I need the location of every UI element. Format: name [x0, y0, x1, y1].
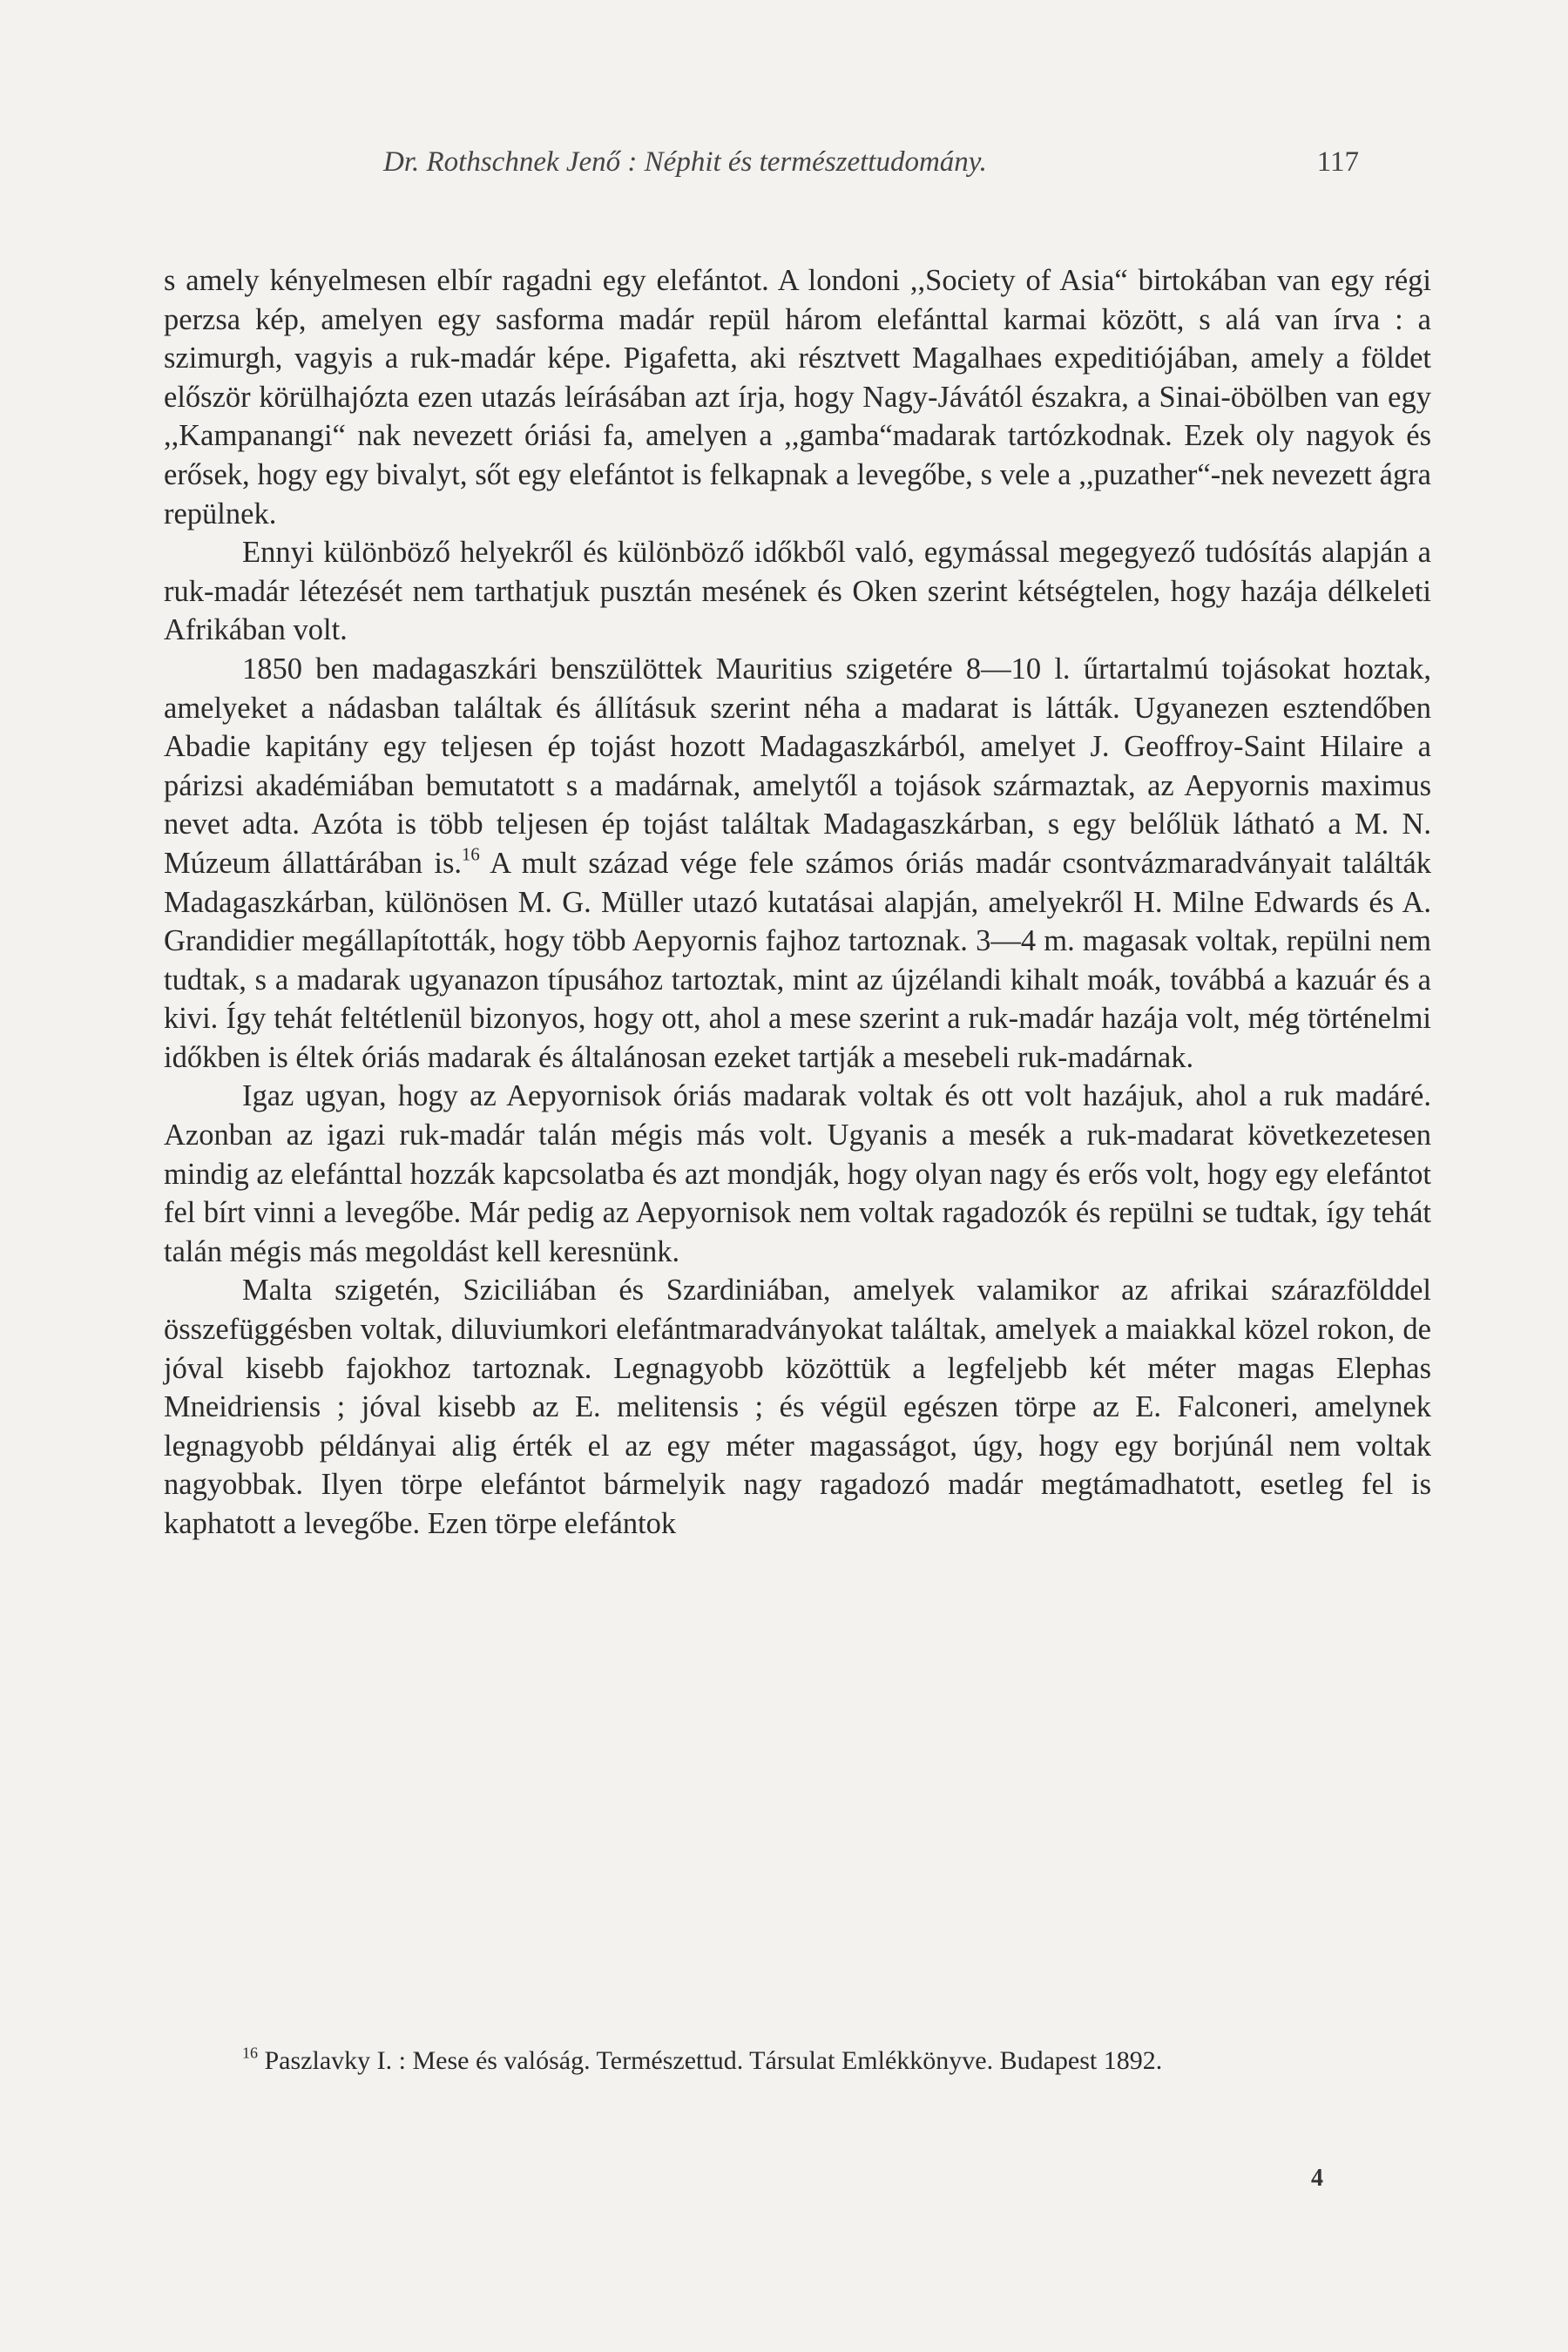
- paragraph-text: 1850 ben madagaszkári benszülöttek Mauritius szigetére 8—10 l. űrtartalmú tojásokat hoztak, amelyeket a nádasban találtak és állításuk szerint néha a madarat is látták. Ugyanezen esztendőben Abadie kapitány egy teljesen ép tojást hozott Madagaszkárból, amelyet J. Geoffroy-Saint Hilaire a párizsi akadémiában bemutatott s a madárnak, amelytől a tojások származtak, az Aepyornis maximus nevet adta. Azóta is több teljesen ép tojást találtak Madagaszkárban, s egy belőlük látható a M. N. Múzeum állattárában is.: [164, 652, 1431, 880]
- footnote-entry: [164, 2044, 1431, 2078]
- paragraph: Ennyi különböző helyekről és különböző időkből való, egymással megegyező tudósítás alapján a ruk-madár létezését nem tarthatjuk pusztán mesének és Oken szerint kétségtelen, hogy hazája délkeleti Afrikában volt.: [164, 536, 1431, 647]
- running-header: [383, 146, 1359, 190]
- footnote-text: Paszlavky I. : Mese és valóság. Természettud. Társulat Emlékkönyve. Budapest 1892.: [258, 2046, 1163, 2075]
- body-text: [164, 261, 1431, 1544]
- paragraph-text: A mult század vége fele számos óriás madár csontvázmaradványait találták Madagaszkárban, különösen M. G. Müller utazó kutatásai alapján, amelyekről H. Milne Edwards és A. Grandidier megállapították, hogy több Aepyornis fajhoz tartoznak. 3—4 m. magasak voltak, repülni nem tudtak, s a madarak ugyanazon típusához tartoztak, mint az újzélandi kihalt moák, továbbá a kazuár és a kivi. Így tehát feltétlenül bizonyos, hogy ott, ahol a mese szerint a ruk-madár hazája volt, még történelmi időkben is éltek óriás madarak és általánosan ezeket tartják a mesebeli ruk-madárnak.: [164, 846, 1431, 1074]
- page-number: 117: [1316, 146, 1359, 178]
- running-title: Dr. Rothschnek Jenő : Néphit és természettudomány.: [383, 146, 987, 178]
- paragraph: Malta szigetén, Sziciliában és Szardiniában, amelyek valamikor az afrikai szárazfölddel összefüggésben voltak, diluviumkori elefántmaradványokat találtak, amelyek a maiakkal közel rokon, de jóval kisebb fajokhoz tartoznak. Legnagyobb közöttük a legfeljebb két méter magas Elephas Mneidriensis ; jóval kisebb az E. melitensis ; és végül egészen törpe az E. Falconeri, amelynek legnagyobb példányai alig érték el az egy méter magasságot, úgy, hogy egy borjúnál nem voltak nagyobbak. Ilyen törpe elefántot bármelyik nagy ragadozó madár megtámadhatott, esetleg fel is kaphatott a levegőbe. Ezen törpe elefántok: [164, 1274, 1431, 1540]
- paragraph: [164, 650, 1431, 1078]
- footnote-marker: 16: [242, 2044, 258, 2062]
- paragraph: s amely kényelmesen elbír ragadni egy elefántot. A londoni ,,Society of Asia“ birtokában van egy régi perzsa kép, amelyen egy sasforma madár repül három elefánttal karmai között, s alá van írva : a szimurgh, vagyis a ruk-madár képe. Pigafetta, aki résztvett Magalhaes expeditiójában, amely a földet először körülhajózta ezen utazás leírásában azt írja, hogy Nagy-Jávától északra, a Sinai-öbölben van egy ,,Kampanangi“ nak nevezett óriási fa, amelyen a ,,gamba“madarak tartózkodnak. Ezek oly nagyok és erősek, hogy egy bivalyt, sőt egy elefántot is felkapnak a levegőbe, s vele a ,,puzather“-nek nevezett ágra repülnek.: [164, 264, 1431, 531]
- footnote-reference[interactable]: 16: [462, 845, 480, 865]
- paragraph: Igaz ugyan, hogy az Aepyornisok óriás madarak voltak és ott volt hazájuk, ahol a ruk madáré. Azonban az igazi ruk-madár talán mégis más volt. Ugyanis a mesék a ruk-madarat következetesen mindig az elefánttal hozzák kapcsolatba és azt mondják, hogy olyan nagy és erős volt, hogy egy elefántot fel bírt vinni a levegőbe. Már pedig az Aepyornisok nem voltak ragadozók és repülni se tudtak, így tehát talán mégis más megoldást kell keresnünk.: [164, 1079, 1431, 1268]
- footnote: [164, 2044, 1431, 2078]
- signature-mark: 4: [1311, 2165, 1323, 2192]
